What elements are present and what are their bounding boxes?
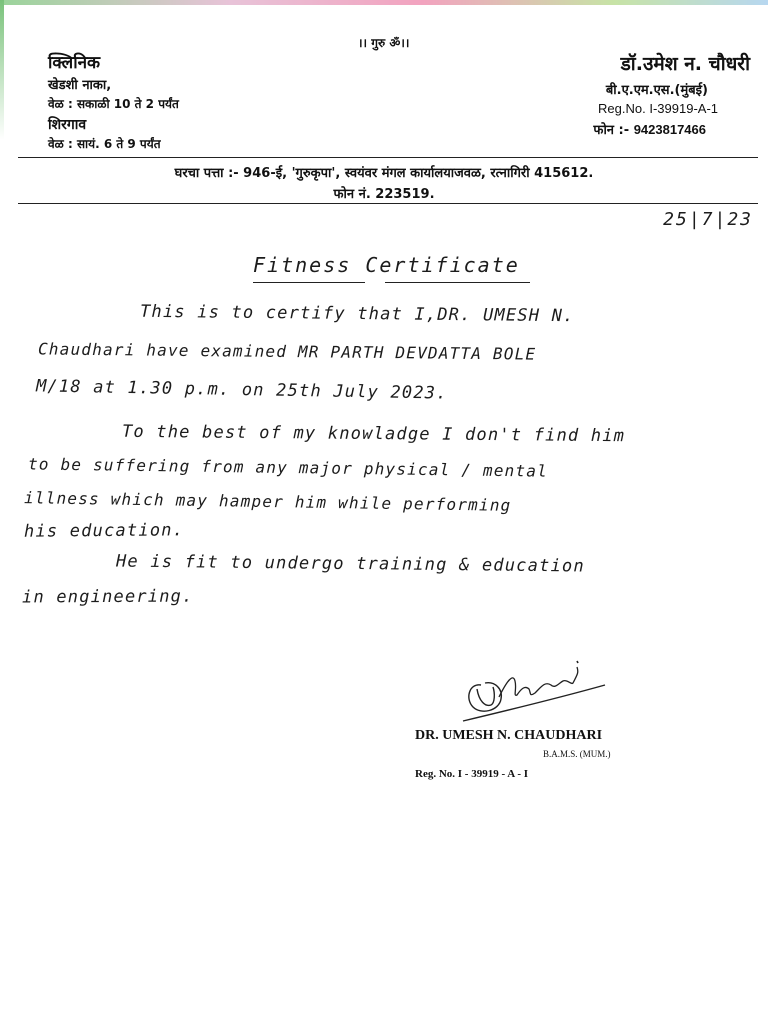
body-line-3: M/18 at 1.30 p.m. on 25th July 2023. (35, 376, 448, 404)
handwritten-signature (455, 655, 615, 735)
body-line-2: Chaudhari have examined MR PARTH DEVDATTA BOLE (37, 339, 537, 364)
left-edge-decoration (0, 0, 4, 140)
doctor-degree: बी.ए.एम.एस.(मुंबई) (605, 83, 708, 98)
top-edge-decoration (0, 0, 768, 5)
doctor-phone-row (593, 120, 706, 138)
body-line-7: his education. (23, 520, 185, 542)
phone-number: 9423817466 (633, 122, 706, 137)
doctor-reg-no: Reg.No. I-39919-A-1 (598, 101, 718, 116)
header-divider-top (18, 157, 758, 158)
body-line-5: to be suffering from any major physical / mental (27, 454, 549, 481)
body-line-6: illness which may hamper him while performing (23, 488, 512, 515)
clinic-location-2: शिरगाव (48, 117, 87, 133)
stamp-reg-no: Reg. No. I - 39919 - A - I (415, 768, 529, 780)
invocation-text: ।। गुरु ॐ।। (358, 36, 410, 50)
stamp-qualification: B.A.M.S. (MUM.) (543, 749, 611, 759)
title-underline-2 (385, 282, 530, 283)
title-underline-1 (253, 282, 365, 283)
certificate-date: 25|7|23 (663, 209, 753, 230)
home-phone: फोन नं. 223519. (333, 187, 435, 202)
clinic-title: क्लिनिक (48, 53, 101, 73)
clinic-hours-1: वेळ : सकाळी 10 ते 2 पर्यंत (48, 97, 179, 111)
body-line-8: He is fit to undergo training & education (115, 551, 585, 577)
body-line-9: in engineering. (21, 586, 194, 608)
home-address: घरचा पत्ता :- 946-ई, 'गुरुकृपा', स्वयंवर मंगल कार्यालयाजवळ, रत्नागिरी 415612. (174, 166, 594, 181)
header-divider-bottom (18, 203, 758, 204)
phone-label: फोन :- (593, 123, 630, 138)
body-line-1: This is to certify that I,DR. UMESH N. (139, 301, 575, 327)
doctor-name-marathi: डॉ.उमेश न. चौधरी (620, 53, 750, 75)
body-line-4: To the best of my knowladge I don't find him (121, 421, 626, 447)
certificate-title: Fitness Certificate (253, 253, 520, 277)
clinic-hours-2: वेळ : सायं. 6 ते 9 पर्यंत (48, 137, 161, 151)
clinic-location-1: खेडशी नाका, (48, 78, 112, 93)
stamp-doctor-name: DR. UMESH N. CHAUDHARI (415, 728, 603, 743)
